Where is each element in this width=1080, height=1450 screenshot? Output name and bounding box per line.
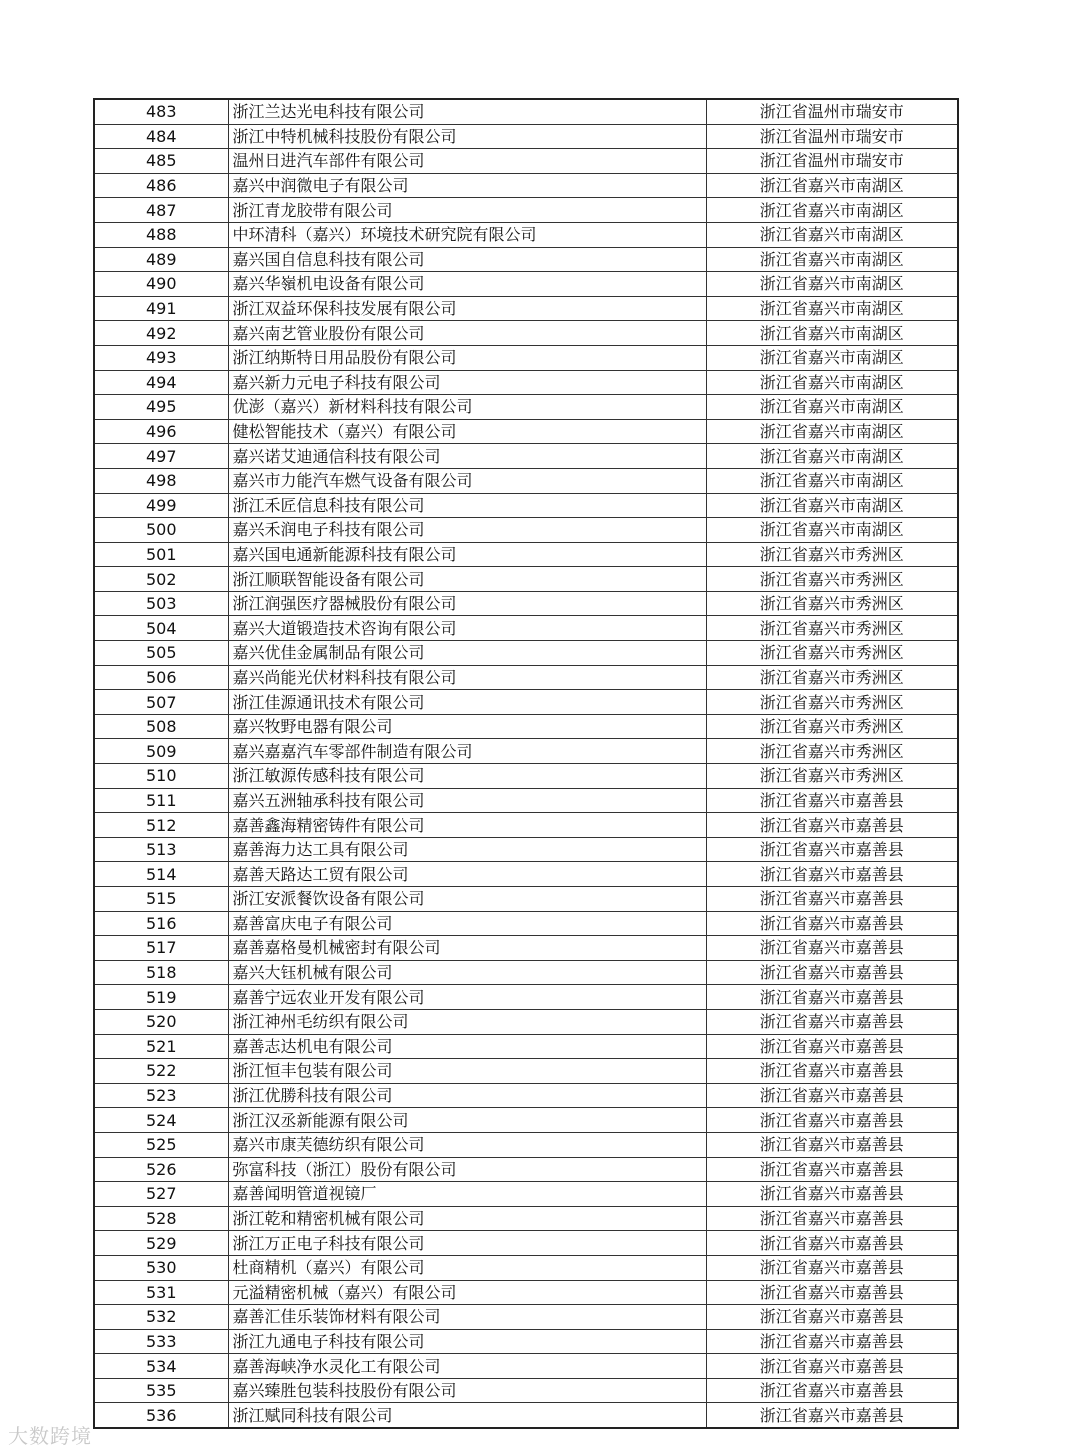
company-location: 浙江省嘉兴市嘉善县 <box>706 837 958 862</box>
row-number: 488 <box>94 222 228 247</box>
company-location: 浙江省嘉兴市南湖区 <box>706 321 958 346</box>
row-number: 503 <box>94 591 228 616</box>
row-number: 533 <box>94 1329 228 1354</box>
company-name: 嘉兴五洲轴承科技有限公司 <box>228 788 706 813</box>
company-name: 浙江双益环保科技发展有限公司 <box>228 296 706 321</box>
table-row <box>94 1034 958 1059</box>
company-location: 浙江省嘉兴市南湖区 <box>706 247 958 272</box>
row-number: 490 <box>94 272 228 297</box>
table-row <box>94 714 958 739</box>
company-name: 嘉兴华嶺机电设备有限公司 <box>228 272 706 297</box>
table-row <box>94 960 958 985</box>
table-row <box>94 1255 958 1280</box>
company-location: 浙江省嘉兴市嘉善县 <box>706 1083 958 1108</box>
table-row <box>94 862 958 887</box>
table-row <box>94 444 958 469</box>
row-number: 528 <box>94 1206 228 1231</box>
company-location: 浙江省嘉兴市嘉善县 <box>706 1132 958 1157</box>
table-row <box>94 690 958 715</box>
row-number: 519 <box>94 985 228 1010</box>
company-location: 浙江省嘉兴市嘉善县 <box>706 960 958 985</box>
company-name: 元溢精密机械（嘉兴）有限公司 <box>228 1280 706 1305</box>
company-location: 浙江省嘉兴市秀洲区 <box>706 591 958 616</box>
table-row <box>94 936 958 961</box>
company-name: 中环清科（嘉兴）环境技术研究院有限公司 <box>228 222 706 247</box>
company-location: 浙江省嘉兴市嘉善县 <box>706 1255 958 1280</box>
company-location: 浙江省嘉兴市嘉善县 <box>706 862 958 887</box>
company-name: 浙江恒丰包装有限公司 <box>228 1059 706 1084</box>
company-name: 嘉善志达机电有限公司 <box>228 1034 706 1059</box>
table-row <box>94 985 958 1010</box>
company-name: 浙江中特机械科技股份有限公司 <box>228 124 706 149</box>
table-row <box>94 1354 958 1379</box>
company-name: 嘉善富庆电子有限公司 <box>228 911 706 936</box>
company-location: 浙江省嘉兴市南湖区 <box>706 370 958 395</box>
company-name: 浙江万正电子科技有限公司 <box>228 1231 706 1256</box>
company-location: 浙江省嘉兴市秀洲区 <box>706 567 958 592</box>
company-location: 浙江省嘉兴市嘉善县 <box>706 911 958 936</box>
company-location: 浙江省嘉兴市秀洲区 <box>706 714 958 739</box>
company-name: 浙江润强医疗器械股份有限公司 <box>228 591 706 616</box>
table-row <box>94 296 958 321</box>
company-location: 浙江省温州市瑞安市 <box>706 149 958 174</box>
row-number: 499 <box>94 493 228 518</box>
row-number: 497 <box>94 444 228 469</box>
company-location: 浙江省嘉兴市嘉善县 <box>706 1354 958 1379</box>
company-location: 浙江省嘉兴市秀洲区 <box>706 641 958 666</box>
row-number: 513 <box>94 837 228 862</box>
company-name: 浙江兰达光电科技有限公司 <box>228 99 706 124</box>
table-row <box>94 1378 958 1403</box>
table-row <box>94 518 958 543</box>
company-name: 嘉兴尚能光伏材料科技有限公司 <box>228 665 706 690</box>
row-number: 489 <box>94 247 228 272</box>
row-number: 522 <box>94 1059 228 1084</box>
row-number: 493 <box>94 345 228 370</box>
company-name: 浙江青龙胶带有限公司 <box>228 198 706 223</box>
table-row <box>94 468 958 493</box>
company-location: 浙江省嘉兴市嘉善县 <box>706 1108 958 1133</box>
row-number: 483 <box>94 99 228 124</box>
company-location: 浙江省嘉兴市嘉善县 <box>706 813 958 838</box>
row-number: 512 <box>94 813 228 838</box>
table-row <box>94 616 958 641</box>
company-name: 浙江优勝科技有限公司 <box>228 1083 706 1108</box>
row-number: 484 <box>94 124 228 149</box>
company-location: 浙江省嘉兴市南湖区 <box>706 395 958 420</box>
company-name: 嘉善嘉格曼机械密封有限公司 <box>228 936 706 961</box>
table-row <box>94 911 958 936</box>
company-name: 嘉善海峡净水灵化工有限公司 <box>228 1354 706 1379</box>
company-location: 浙江省嘉兴市嘉善县 <box>706 1182 958 1207</box>
table-row <box>94 788 958 813</box>
row-number: 517 <box>94 936 228 961</box>
row-number: 508 <box>94 714 228 739</box>
company-name: 嘉兴臻胜包装科技股份有限公司 <box>228 1378 706 1403</box>
company-name: 嘉兴中润微电子有限公司 <box>228 173 706 198</box>
company-location: 浙江省嘉兴市秀洲区 <box>706 542 958 567</box>
company-location: 浙江省嘉兴市嘉善县 <box>706 1034 958 1059</box>
table-row <box>94 370 958 395</box>
company-location: 浙江省嘉兴市嘉善县 <box>706 1009 958 1034</box>
company-name: 浙江神州毛纺织有限公司 <box>228 1009 706 1034</box>
table-row <box>94 567 958 592</box>
row-number: 534 <box>94 1354 228 1379</box>
company-location: 浙江省嘉兴市秀洲区 <box>706 764 958 789</box>
table-row <box>94 1108 958 1133</box>
company-location: 浙江省嘉兴市南湖区 <box>706 444 958 469</box>
company-name: 嘉兴大道锻造技术咨询有限公司 <box>228 616 706 641</box>
company-name: 嘉兴诺艾迪通信科技有限公司 <box>228 444 706 469</box>
company-location: 浙江省嘉兴市嘉善县 <box>706 887 958 912</box>
table-row <box>94 1157 958 1182</box>
table-row <box>94 1305 958 1330</box>
company-name: 杜商精机（嘉兴）有限公司 <box>228 1255 706 1280</box>
company-location: 浙江省嘉兴市南湖区 <box>706 222 958 247</box>
company-location: 浙江省嘉兴市秀洲区 <box>706 739 958 764</box>
table-row <box>94 1329 958 1354</box>
company-name: 嘉兴嘉嘉汽车零部件制造有限公司 <box>228 739 706 764</box>
company-name: 嘉善鑫海精密铸件有限公司 <box>228 813 706 838</box>
table-row <box>94 99 958 124</box>
company-name: 嘉善天路达工贸有限公司 <box>228 862 706 887</box>
row-number: 527 <box>94 1182 228 1207</box>
table-row <box>94 321 958 346</box>
company-location: 浙江省嘉兴市嘉善县 <box>706 1378 958 1403</box>
company-location: 浙江省嘉兴市南湖区 <box>706 419 958 444</box>
company-name: 浙江安派餐饮设备有限公司 <box>228 887 706 912</box>
company-location: 浙江省嘉兴市南湖区 <box>706 468 958 493</box>
row-number: 498 <box>94 468 228 493</box>
company-name: 嘉兴国自信息科技有限公司 <box>228 247 706 272</box>
table-row <box>94 1206 958 1231</box>
company-name: 嘉兴市康芙德纺织有限公司 <box>228 1132 706 1157</box>
company-name: 浙江佳源通讯技术有限公司 <box>228 690 706 715</box>
company-name: 浙江赋同科技有限公司 <box>228 1403 706 1428</box>
company-name: 嘉善闻明管道视镜厂 <box>228 1182 706 1207</box>
company-table-body <box>94 99 958 1428</box>
company-location: 浙江省嘉兴市秀洲区 <box>706 665 958 690</box>
company-location: 浙江省嘉兴市嘉善县 <box>706 936 958 961</box>
table-row <box>94 124 958 149</box>
row-number: 505 <box>94 641 228 666</box>
table-row <box>94 591 958 616</box>
company-location: 浙江省嘉兴市嘉善县 <box>706 1206 958 1231</box>
table-row <box>94 837 958 862</box>
row-number: 532 <box>94 1305 228 1330</box>
row-number: 520 <box>94 1009 228 1034</box>
row-number: 506 <box>94 665 228 690</box>
row-number: 526 <box>94 1157 228 1182</box>
company-name: 健松智能技术（嘉兴）有限公司 <box>228 419 706 444</box>
company-location: 浙江省嘉兴市嘉善县 <box>706 1305 958 1330</box>
row-number: 492 <box>94 321 228 346</box>
company-location: 浙江省嘉兴市嘉善县 <box>706 1280 958 1305</box>
company-name: 浙江敏源传感科技有限公司 <box>228 764 706 789</box>
company-name: 浙江禾匠信息科技有限公司 <box>228 493 706 518</box>
company-location: 浙江省嘉兴市嘉善县 <box>706 1329 958 1354</box>
company-name: 嘉兴禾润电子科技有限公司 <box>228 518 706 543</box>
company-name: 嘉兴牧野电器有限公司 <box>228 714 706 739</box>
row-number: 515 <box>94 887 228 912</box>
row-number: 535 <box>94 1378 228 1403</box>
table-row <box>94 272 958 297</box>
company-location: 浙江省嘉兴市南湖区 <box>706 198 958 223</box>
row-number: 529 <box>94 1231 228 1256</box>
row-number: 491 <box>94 296 228 321</box>
table-row <box>94 887 958 912</box>
table-row <box>94 764 958 789</box>
company-location: 浙江省嘉兴市嘉善县 <box>706 1157 958 1182</box>
company-name: 嘉兴优佳金属制品有限公司 <box>228 641 706 666</box>
company-name: 浙江汉丞新能源有限公司 <box>228 1108 706 1133</box>
row-number: 502 <box>94 567 228 592</box>
table-row <box>94 542 958 567</box>
company-name: 嘉善宁远农业开发有限公司 <box>228 985 706 1010</box>
company-name: 浙江九通电子科技有限公司 <box>228 1329 706 1354</box>
row-number: 510 <box>94 764 228 789</box>
table-row <box>94 173 958 198</box>
company-location: 浙江省温州市瑞安市 <box>706 99 958 124</box>
row-number: 536 <box>94 1403 228 1428</box>
company-name: 嘉兴南艺管业股份有限公司 <box>228 321 706 346</box>
company-name: 嘉善海力达工具有限公司 <box>228 837 706 862</box>
company-name: 嘉兴国电通新能源科技有限公司 <box>228 542 706 567</box>
table-row <box>94 665 958 690</box>
row-number: 525 <box>94 1132 228 1157</box>
table-row <box>94 345 958 370</box>
company-location: 浙江省嘉兴市南湖区 <box>706 493 958 518</box>
company-location: 浙江省嘉兴市南湖区 <box>706 296 958 321</box>
company-table <box>93 98 959 1429</box>
company-name: 嘉兴大钰机械有限公司 <box>228 960 706 985</box>
table-row <box>94 1083 958 1108</box>
row-number: 514 <box>94 862 228 887</box>
row-number: 496 <box>94 419 228 444</box>
company-location: 浙江省嘉兴市嘉善县 <box>706 985 958 1010</box>
company-location: 浙江省嘉兴市南湖区 <box>706 272 958 297</box>
row-number: 485 <box>94 149 228 174</box>
table-row <box>94 247 958 272</box>
row-number: 518 <box>94 960 228 985</box>
row-number: 487 <box>94 198 228 223</box>
table-row <box>94 493 958 518</box>
row-number: 500 <box>94 518 228 543</box>
table-row <box>94 1132 958 1157</box>
company-location: 浙江省嘉兴市南湖区 <box>706 173 958 198</box>
table-row <box>94 395 958 420</box>
company-name: 优澎（嘉兴）新材料科技有限公司 <box>228 395 706 420</box>
row-number: 486 <box>94 173 228 198</box>
company-location: 浙江省嘉兴市秀洲区 <box>706 616 958 641</box>
row-number: 523 <box>94 1083 228 1108</box>
table-row <box>94 1182 958 1207</box>
row-number: 530 <box>94 1255 228 1280</box>
company-location: 浙江省嘉兴市嘉善县 <box>706 1059 958 1084</box>
row-number: 504 <box>94 616 228 641</box>
table-row <box>94 1403 958 1428</box>
company-name: 弥富科技（浙江）股份有限公司 <box>228 1157 706 1182</box>
company-name: 温州日进汽车部件有限公司 <box>228 149 706 174</box>
table-row <box>94 1280 958 1305</box>
company-location: 浙江省嘉兴市嘉善县 <box>706 788 958 813</box>
row-number: 509 <box>94 739 228 764</box>
row-number: 524 <box>94 1108 228 1133</box>
row-number: 516 <box>94 911 228 936</box>
company-location: 浙江省嘉兴市嘉善县 <box>706 1231 958 1256</box>
company-location: 浙江省嘉兴市南湖区 <box>706 518 958 543</box>
company-name: 嘉兴新力元电子科技有限公司 <box>228 370 706 395</box>
row-number: 501 <box>94 542 228 567</box>
table-row <box>94 198 958 223</box>
watermark: 大数跨境 <box>8 1424 92 1448</box>
table-row <box>94 1009 958 1034</box>
company-name: 嘉善汇佳乐装饰材料有限公司 <box>228 1305 706 1330</box>
company-name: 浙江乾和精密机械有限公司 <box>228 1206 706 1231</box>
row-number: 495 <box>94 395 228 420</box>
row-number: 511 <box>94 788 228 813</box>
company-location: 浙江省嘉兴市嘉善县 <box>706 1403 958 1428</box>
row-number: 494 <box>94 370 228 395</box>
table-row <box>94 641 958 666</box>
table-row <box>94 1059 958 1084</box>
company-name: 浙江顺联智能设备有限公司 <box>228 567 706 592</box>
table-row <box>94 419 958 444</box>
table-row <box>94 1231 958 1256</box>
row-number: 521 <box>94 1034 228 1059</box>
company-name: 嘉兴市力能汽车燃气设备有限公司 <box>228 468 706 493</box>
company-location: 浙江省嘉兴市南湖区 <box>706 345 958 370</box>
row-number: 531 <box>94 1280 228 1305</box>
row-number: 507 <box>94 690 228 715</box>
company-name: 浙江纳斯特日用品股份有限公司 <box>228 345 706 370</box>
table-row <box>94 149 958 174</box>
company-location: 浙江省温州市瑞安市 <box>706 124 958 149</box>
table-row <box>94 813 958 838</box>
company-location: 浙江省嘉兴市秀洲区 <box>706 690 958 715</box>
table-row <box>94 739 958 764</box>
table-row <box>94 222 958 247</box>
